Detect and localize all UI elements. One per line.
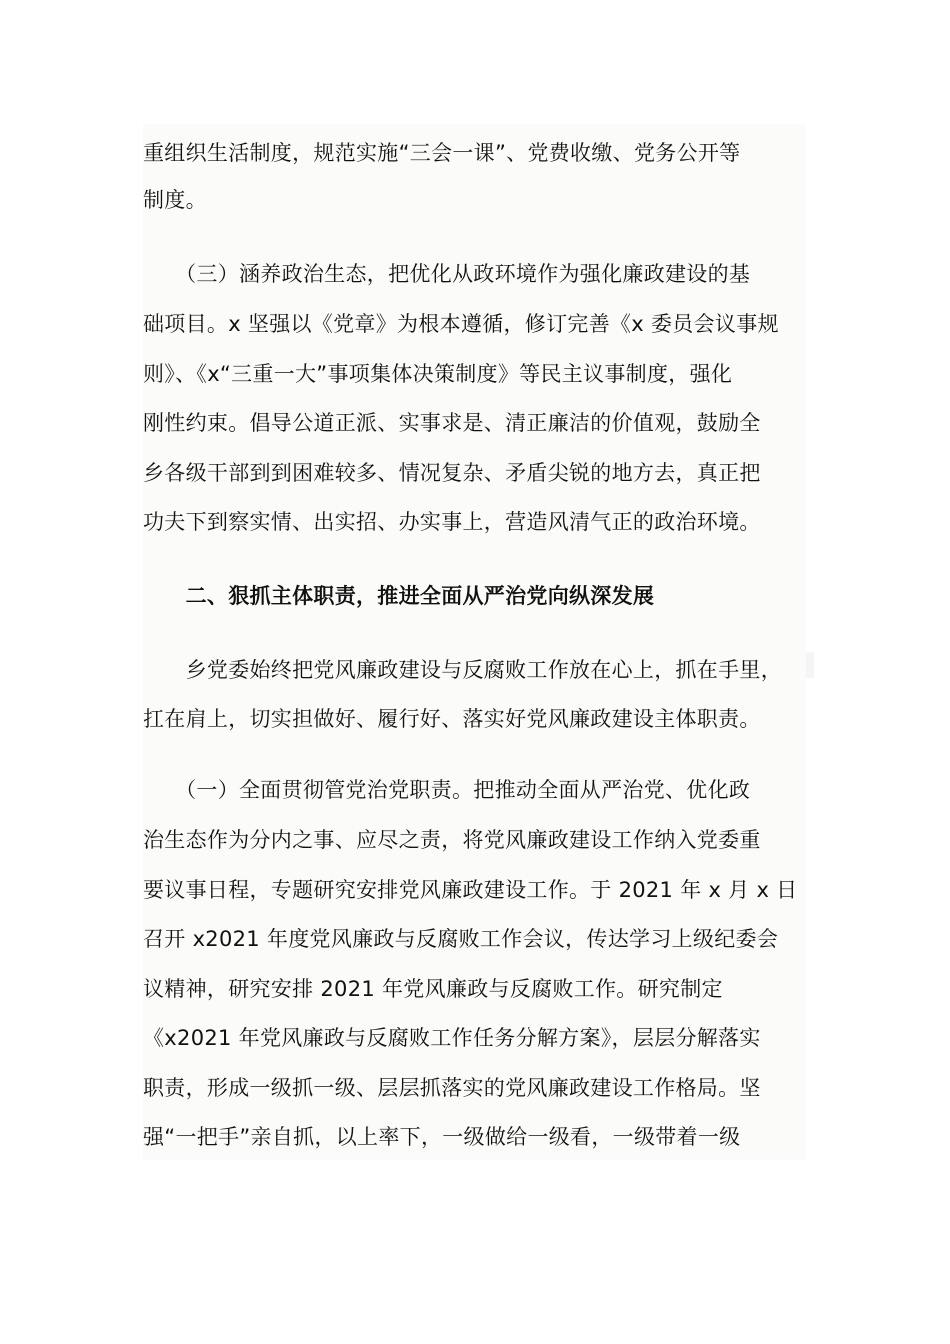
paragraph-line: 要议事日程，专题研究安排党风廉政建设工作。于 2021 年 x 月 x 日 (143, 878, 798, 902)
paragraph-line: 强“一把手”亲自抓，以上率下，一级做给一级看，一级带着一级 (143, 1125, 741, 1149)
section-heading: 二、狠抓主体职责，推进全面从严治党向纵深发展 (143, 584, 655, 608)
paragraph-line: 召开 x2021 年度党风廉政与反腐败工作会议，传达学习上级纪委会 (143, 927, 779, 951)
paragraph-line: 刚性约束。倡导公道正派、实事求是、清正廉洁的价值观，鼓励全 (143, 411, 761, 435)
paragraph-line: （一）全面贯彻管党治党职责。把推动全面从严治党、优化政 (143, 778, 751, 802)
paragraph-line: 功夫下到察实情、出实招、办实事上，营造风清气正的政治环境。 (143, 510, 761, 534)
paragraph-line: 议精神，研究安排 2021 年党风廉政与反腐败工作。研究制定 (143, 977, 723, 1001)
margin-mark (806, 652, 814, 678)
paragraph-line: 职责，形成一级抓一级、层层抓落实的党风廉政建设工作格局。坚 (143, 1076, 761, 1100)
document-page (143, 124, 806, 1160)
paragraph-line: 乡各级干部到到困难较多、情况复杂、矛盾尖锐的地方去，真正把 (143, 461, 761, 485)
paragraph-line: 制度。 (143, 188, 207, 212)
paragraph-line: 乡党委始终把党风廉政建设与反腐败工作放在心上，抓在手里， (143, 658, 782, 682)
paragraph-line: 重组织生活制度，规范实施“三会一课”、党费收缴、党务公开等 (143, 141, 741, 165)
paragraph-line: 则》、《x“三重一大”事项集体决策制度》等民主议事制度，强化 (143, 362, 733, 386)
paragraph-line: 《x2021 年党风廉政与反腐败工作任务分解方案》，层层分解落实 (143, 1026, 761, 1050)
paragraph-line: 扛在肩上，切实担做好、履行好、落实好党风廉政建设主体职责。 (143, 707, 761, 731)
paragraph-line: 治生态作为分内之事、应尽之责，将党风廉政建设工作纳入党委重 (143, 828, 761, 852)
paragraph-line: （三）涵养政治生态，把优化从政环境作为强化廉政建设的基 (143, 262, 751, 286)
paragraph-line: 础项目。x 坚强以《党章》为根本遵循，修订完善《x 委员会议事规 (143, 312, 779, 336)
